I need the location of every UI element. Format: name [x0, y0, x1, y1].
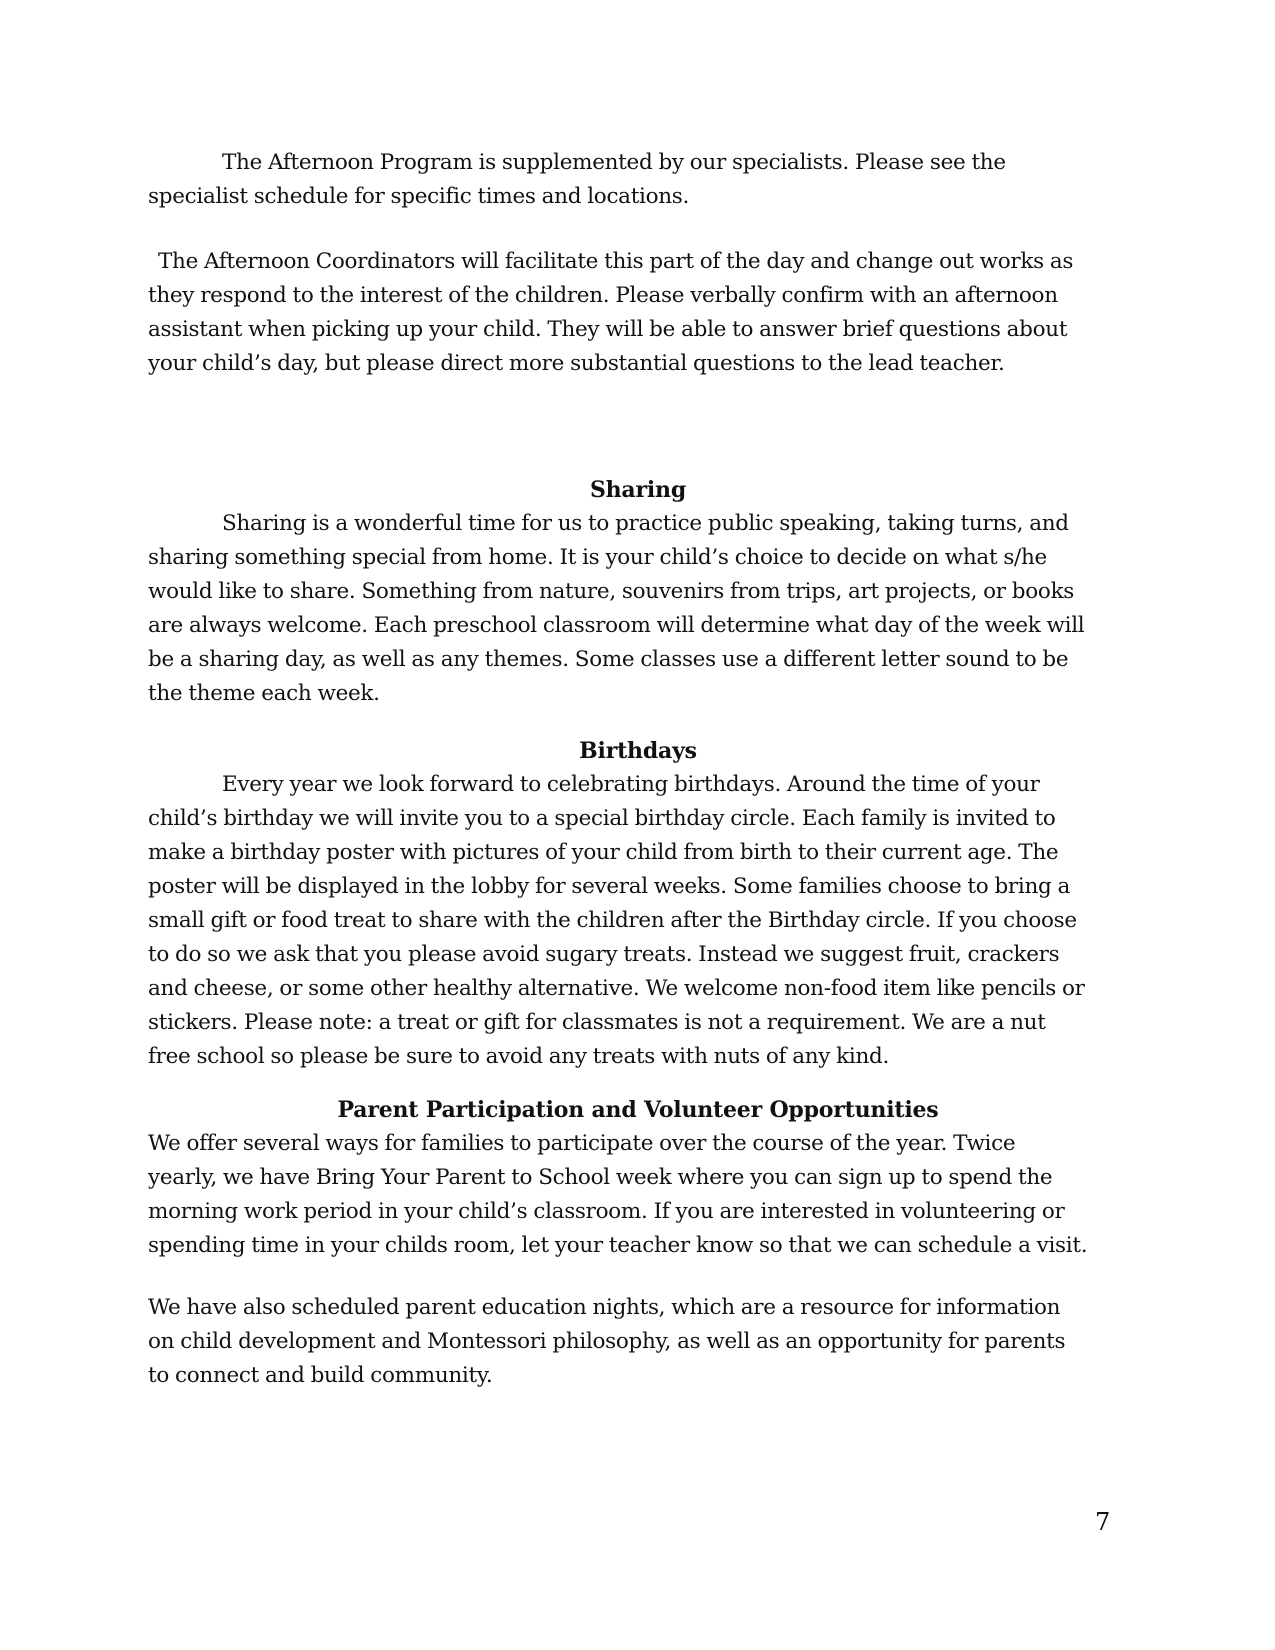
text-line: Sharing is a wonderful time for us to practice public speaking, taking turns, and [222, 511, 1069, 536]
text-line: The Afternoon Coordinators will facilitate this part of the day and change out works as [158, 249, 1074, 274]
text-line: on child development and Montessori philosophy, as well as an opportunity for parents [148, 1329, 1066, 1354]
text-line: child’s birthday we will invite you to a special birthday circle. Each family is invited to [148, 806, 1056, 831]
text-line: make a birthday poster with pictures of your child from birth to their current age. The [148, 840, 1059, 865]
afternoon-paragraph-1 [148, 146, 1128, 214]
text-line: poster will be displayed in the lobby for several weeks. Some families choose to bring a [148, 874, 1071, 899]
text-line: Every year we look forward to celebrating birthdays. Around the time of your [222, 772, 1040, 797]
text-line: assistant when picking up your child. They will be able to answer brief questions about [148, 317, 1068, 342]
text-line: morning work period in your child’s classroom. If you are interested in volunteering or [148, 1199, 1065, 1224]
text-line: be a sharing day, as well as any themes. Some classes use a different letter sound to be [148, 647, 1069, 672]
text-line: yearly, we have Bring Your Parent to School week where you can sign up to spend the [148, 1165, 1053, 1190]
birthdays-paragraph [148, 768, 1128, 1074]
text-line: they respond to the interest of the children. Please verbally confirm with an afternoon [148, 283, 1058, 308]
participation-heading: Parent Participation and Volunteer Opportunities [337, 1097, 939, 1123]
text-line: specialist schedule for specific times and locations. [148, 184, 690, 209]
text-line: to do so we ask that you please avoid sugary treats. Instead we suggest fruit, crackers [148, 942, 1060, 967]
sharing-paragraph [148, 507, 1128, 711]
text-line: We have also scheduled parent education nights, which are a resource for information [148, 1295, 1061, 1320]
participation-paragraph-2 [148, 1291, 1128, 1393]
text-line: spending time in your childs room, let your teacher know so that we can schedule a visit. [148, 1233, 1088, 1258]
sharing-heading: Sharing [589, 477, 687, 503]
text-line: your child’s day, but please direct more substantial questions to the lead teacher. [148, 351, 1005, 376]
text-line: stickers. Please note: a treat or gift for classmates is not a requirement. We are a nut [148, 1010, 1046, 1035]
text-line: We offer several ways for families to participate over the course of the year. Twice [148, 1131, 1016, 1156]
birthdays-heading: Birthdays [579, 738, 697, 764]
text-line: free school so please be sure to avoid any treats with nuts of any kind. [148, 1044, 890, 1069]
afternoon-paragraph-2 [148, 245, 1128, 381]
text-line: small gift or food treat to share with the children after the Birthday circle. If you choose [148, 908, 1077, 933]
text-line: sharing something special from home. It is your child’s choice to decide on what s/he [148, 545, 1047, 570]
page-number: 7 [1095, 1508, 1111, 1536]
participation-paragraph-1 [148, 1127, 1128, 1263]
text-line: are always welcome. Each preschool classroom will determine what day of the week will [148, 613, 1085, 638]
text-line: the theme each week. [148, 681, 380, 706]
text-line: and cheese, or some other healthy alternative. We welcome non-food item like pencils or [148, 976, 1085, 1001]
text-line: would like to share. Something from nature, souvenirs from trips, art projects, or books [148, 579, 1075, 604]
text-line: The Afternoon Program is supplemented by our specialists. Please see the [222, 150, 1006, 175]
text-line: to connect and build community. [148, 1363, 493, 1388]
